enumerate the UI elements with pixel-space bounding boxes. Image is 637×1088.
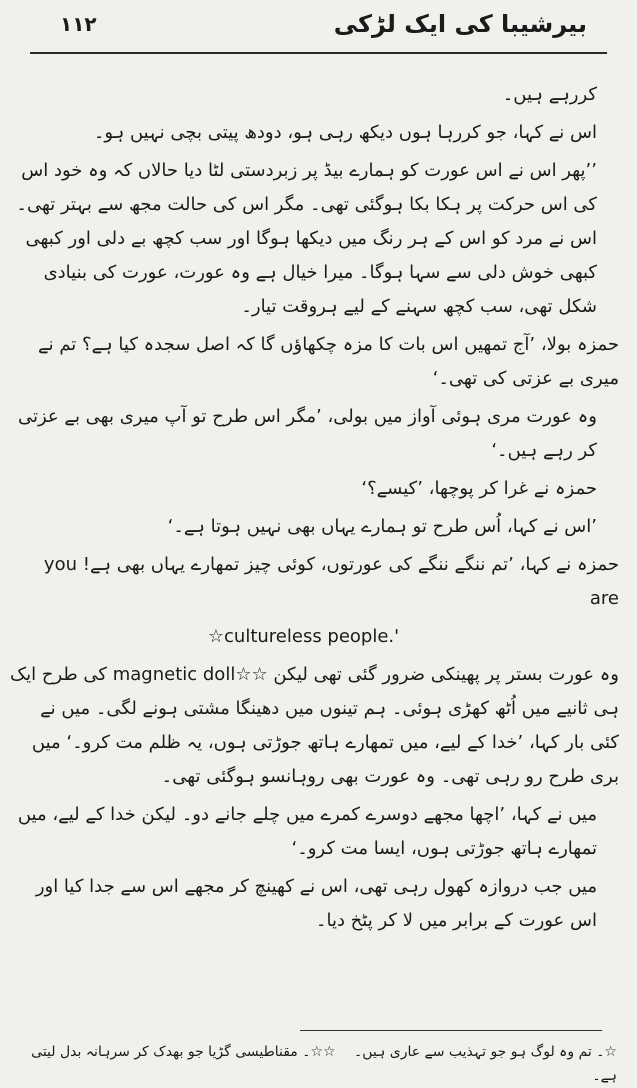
page-number: ۱۱۲: [60, 12, 97, 36]
footnote: ☆☆۔ مقناطیسی گڑیا جو بھدک کر سرہانہ بدل لیتی ہے۔: [31, 1044, 617, 1084]
paragraph: ’اس نے کہا، اُس طرح تو ہمارے یہاں بھی نہیں ہوتا ہے۔‘: [167, 516, 597, 537]
paragraph: اس نے کہا، جو کررہا ہوں دیکھ رہی ہو، دودھ پیتی بچی نہیں ہو۔: [93, 122, 597, 143]
header-divider: [30, 52, 607, 54]
footnote-marker: ☆: [207, 626, 225, 647]
paragraph: وہ عورت مری ہوئی آواز میں بولی، ’مگر اس طرح تو آپ میری بھی بے عزتی کر رہے ہیں۔‘: [17, 406, 597, 461]
paragraph-text: حمزہ نے کہا، ’تم ننگے ننگے کی عورتوں، کوئی چیز تمھارے یہاں بھی ہے!: [82, 554, 619, 575]
paragraph: حمزہ نے غرا کر پوچھا، ’کیسے؟‘: [361, 478, 597, 499]
page-title: بیرشیبا کی ایک لڑکی: [333, 10, 587, 38]
paragraph-text: وہ عورت بستر پر پھینکی ضرور گئی تھی لیکن: [273, 664, 619, 685]
english-phrase: magnetic doll: [112, 664, 236, 685]
footnote: ☆۔ تم وہ لوگ ہو جو تہذیب سے عاری ہیں۔: [354, 1044, 617, 1060]
paragraph: ’’پھر اس نے اس عورت کو ہمارے بیڈ پر زبردستی لٹا دیا حالاں کہ وہ خود اس کی اس حرکت پر ہکا بکا ہوگئی تھی۔ مگر اس کی حالت مجھ سے بہتر تھی۔ اس نے مرد کو اس کے ہر رنگ میں دیکھا ہوگا اور سب کچھ بے دلی اور کبھی کبھی خوش دلی سے سہا ہوگا۔ میرا خیال ہے وہ عورت، عورت کی بنیادی شکل تھی، سب کچھ سہنے کے لیے ہروقت تیار۔: [16, 160, 597, 317]
english-phrase: you are: [43, 554, 619, 609]
page-body: [10, 78, 619, 942]
paragraph: میں جب دروازہ کھول رہی تھی، اس نے کھینچ کر مجھے اس سے جدا کیا اور اس عورت کے برابر میں لا کر پٹخ دیا۔: [35, 876, 597, 931]
footnote-marker: ☆☆: [235, 664, 268, 685]
footnote-divider: [300, 1030, 602, 1031]
paragraph: کررہے ہیں۔: [502, 84, 597, 105]
page-header: [0, 0, 637, 56]
paragraph: حمزہ بولا، ’آج تمھیں اس بات کا مزہ چکھاؤں گا کہ اصل سجدہ کیا ہے؟ تم نے میری بے عزتی کی تھی۔‘: [38, 334, 619, 389]
english-phrase: cultureless people.': [224, 626, 400, 647]
footnotes: [20, 1040, 617, 1088]
paragraph: [10, 620, 619, 654]
paragraph-text: کی طرح ایک ہی ثانیے میں اُٹھ کھڑی ہوئی۔ ہم تینوں میں دھینگا مشتی ہونے لگی۔ میں نے کئی بار کہا، ’خدا کے لیے، میں تمھارے ہاتھ جوڑتی ہوں، یہ ظلم مت کرو۔‘ میں بری طرح رو رہی تھی۔ وہ عورت بھی روہانسو ہوگئی تھی۔: [9, 664, 619, 787]
paragraph: [10, 548, 619, 616]
paragraph: [10, 658, 619, 794]
paragraph: میں نے کہا، ’اچھا مجھے دوسرے کمرے میں چلے جانے دو۔ لیکن خدا کے لیے، میں تمھارے ہاتھ جوڑتی ہوں، ایسا مت کرو۔‘: [17, 804, 597, 859]
